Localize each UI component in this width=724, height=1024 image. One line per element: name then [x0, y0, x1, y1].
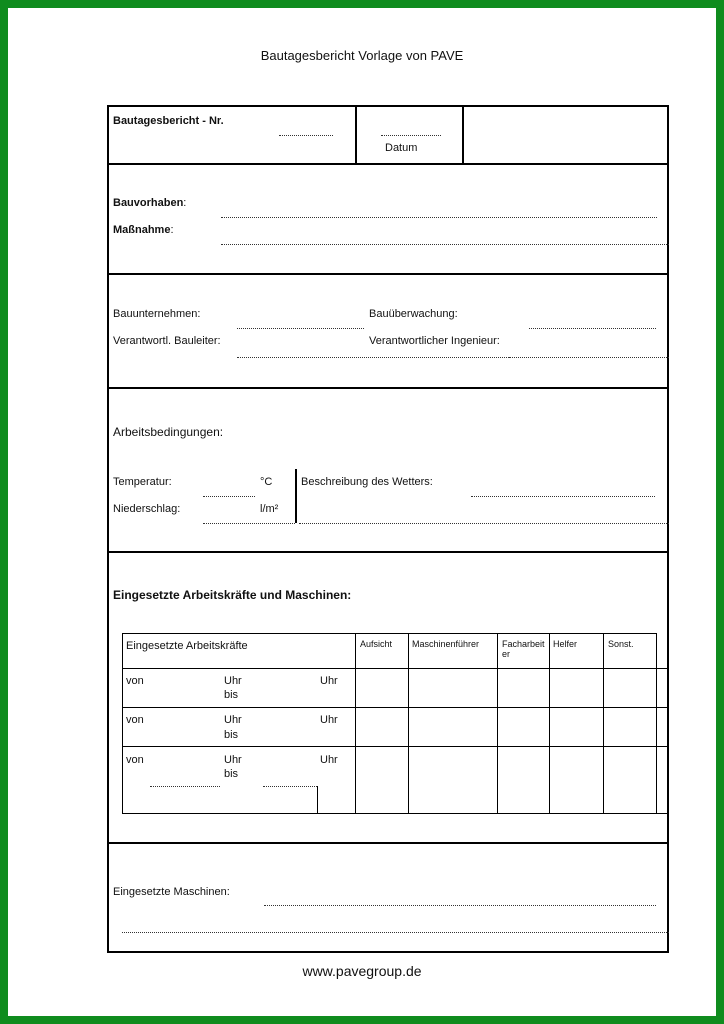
table-border	[122, 633, 656, 634]
wetter-field-1[interactable]	[471, 496, 655, 497]
bauleiter-label: Verantwortl. Bauleiter:	[113, 335, 221, 347]
conditions-title: Arbeitsbedingungen:	[113, 425, 224, 439]
table-border	[408, 633, 409, 814]
table-border	[549, 633, 550, 814]
table-header-label: Eingesetzte Arbeitskräfte	[126, 640, 248, 652]
bauueberwachung-field[interactable]	[529, 328, 656, 329]
machines-field-1[interactable]	[264, 905, 656, 906]
table-border	[122, 633, 123, 814]
temperatur-label: Temperatur:	[113, 476, 172, 488]
section-divider	[109, 273, 667, 275]
bauvorhaben-row	[113, 197, 186, 209]
section-divider	[109, 163, 667, 165]
bauunternehmen-field[interactable]	[237, 328, 364, 329]
ingenieur-field[interactable]	[509, 357, 669, 358]
table-border	[122, 746, 669, 747]
col-sonst: Sonst.	[608, 639, 634, 649]
table-border	[656, 633, 657, 814]
footer-url: www.pavegroup.de	[302, 963, 422, 979]
col-helfer: Helfer	[553, 639, 578, 649]
row1-uhr-start: Uhr	[224, 675, 242, 687]
massnahme-field[interactable]	[221, 244, 669, 245]
ingenieur-label: Verantwortlicher Ingenieur:	[369, 335, 500, 347]
massnahme-colon: :	[170, 224, 174, 236]
row1-bis: bis	[224, 689, 239, 701]
table-border	[122, 813, 669, 814]
table-border	[122, 707, 669, 708]
wetter-label: Beschreibung des Wetters:	[301, 476, 433, 488]
row2-uhr-end: Uhr	[320, 714, 338, 726]
row2-bis: bis	[224, 729, 239, 741]
col-aufsicht: Aufsicht	[360, 639, 393, 649]
row3-uhr-end: Uhr	[320, 754, 338, 766]
niederschlag-field[interactable]	[203, 523, 295, 524]
massnahme-row	[113, 224, 174, 236]
table-border	[355, 633, 356, 814]
bauleiter-field[interactable]	[237, 357, 509, 358]
niederschlag-label: Niederschlag:	[113, 503, 181, 515]
row1-von: von	[126, 675, 144, 687]
cell-divider	[462, 107, 464, 163]
section-divider	[109, 551, 667, 553]
temperatur-field[interactable]	[203, 496, 255, 497]
row3-von: von	[126, 754, 144, 766]
bauvorhaben-label: Bauvorhaben	[113, 197, 184, 209]
date-label: Datum	[385, 142, 418, 154]
col-maschinenfuehrer: Maschinenführer	[412, 639, 480, 649]
col-facharbeiter: Facharbeit er	[502, 639, 545, 659]
report-form	[107, 105, 669, 953]
section-divider	[109, 842, 667, 844]
workforce-title: Eingesetzte Arbeitskräfte und Maschinen:	[113, 588, 352, 602]
bauvorhaben-colon: :	[183, 197, 187, 209]
massnahme-label: Maßnahme	[113, 224, 171, 236]
table-border	[603, 633, 604, 814]
workforce-table	[122, 633, 669, 814]
weather-divider	[295, 469, 297, 523]
row2-von: von	[126, 714, 144, 726]
bauunternehmen-label: Bauunternehmen:	[113, 308, 201, 320]
date-field[interactable]	[381, 135, 441, 136]
row3-bis: bis	[224, 768, 239, 780]
wetter-field-2[interactable]	[299, 523, 669, 524]
bauueberwachung-label: Bauüberwachung:	[369, 308, 458, 320]
report-number-label: Bautagesbericht - Nr.	[113, 115, 224, 127]
machines-field-2[interactable]	[122, 932, 669, 933]
niederschlag-unit: l/m²	[260, 503, 279, 515]
table-border	[317, 786, 318, 814]
bauvorhaben-field[interactable]	[221, 217, 657, 218]
cell-divider	[355, 107, 357, 163]
section-divider	[109, 387, 667, 389]
table-border	[497, 633, 498, 814]
table-border	[122, 668, 669, 669]
temperatur-unit: °C	[260, 476, 273, 488]
machines-label: Eingesetzte Maschinen:	[113, 886, 230, 898]
row2-uhr-start: Uhr	[224, 714, 242, 726]
page-title: Bautagesbericht Vorlage von PAVE	[260, 48, 464, 63]
row1-uhr-end: Uhr	[320, 675, 338, 687]
row3-to-field[interactable]	[263, 786, 317, 787]
report-number-field[interactable]	[279, 135, 333, 136]
row3-uhr-start: Uhr	[224, 754, 242, 766]
row3-from-field[interactable]	[150, 786, 220, 787]
